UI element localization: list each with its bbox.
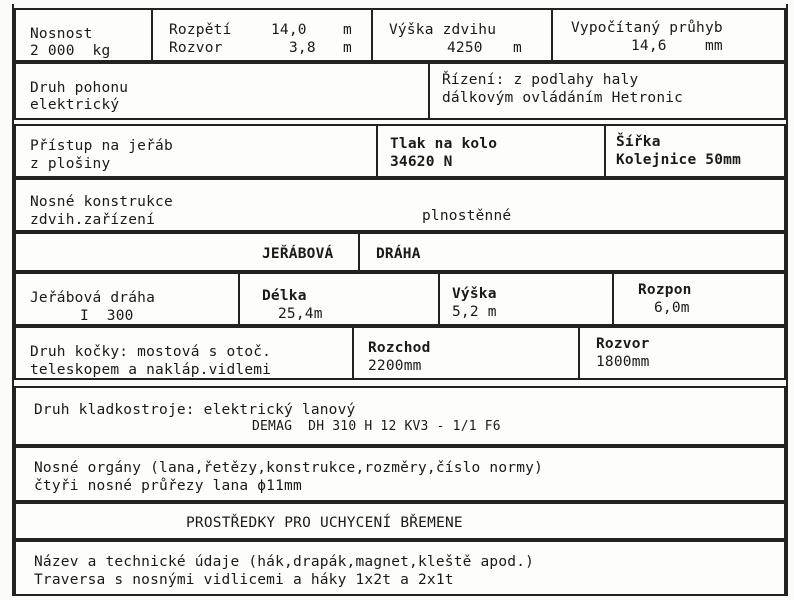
nazev-line1: Název a technické údaje (hák,drapák,magnet,kleště apod.): [34, 554, 535, 570]
draha-value: I 300: [80, 308, 134, 324]
cell-rozvor-kocky: [578, 328, 784, 378]
konstrukce-line2: zdvih.zařízení: [30, 212, 156, 228]
pruhyb-value: 14,6: [631, 38, 667, 54]
sirka-label: Šířka: [616, 134, 661, 150]
row-konstrukce: [14, 178, 786, 232]
kocka-line2: teleskopem a nakláp.vidlemi: [30, 362, 272, 378]
cell-vyska-drahy: [438, 274, 612, 324]
vyska-zdvihu-value: 4250: [447, 40, 483, 56]
vyska-drahy-value: 5,2 m: [452, 304, 497, 320]
sirka-value: Kolejnice 50mm: [616, 152, 742, 168]
cell-rozpeti-rozvor: [151, 10, 371, 60]
rozpeti-unit: m: [343, 22, 352, 38]
section-prostredky: [14, 502, 786, 540]
row-jerabova-draha: [14, 272, 786, 326]
section-title-divider: [358, 234, 360, 270]
tlak-label: Tlak na kolo: [390, 136, 498, 152]
delka-value: 25,4m: [278, 306, 323, 322]
rozpon-label: Rozpon: [638, 282, 692, 298]
section-title-part2: DRÁHA: [376, 246, 421, 262]
pruhyb-label: Vypočítaný průhyb: [571, 20, 723, 36]
kladko-line1: Druh kladkostroje: elektrický lanový: [34, 402, 356, 418]
cell-delka: [238, 274, 438, 324]
rozvor-value: 3,8: [289, 40, 316, 56]
nosnost-value: 2 000 kg: [30, 43, 111, 59]
rozchod-value: 2200mm: [368, 358, 422, 374]
rizeni-line2: dálkovým ovládáním Hetronic: [442, 90, 684, 106]
rozpeti-value: 14,0: [271, 22, 307, 38]
row-capacity: [14, 8, 786, 62]
pohon-value: elektrický: [30, 97, 120, 113]
cell-tlak: [376, 126, 604, 176]
row-pohon: [14, 62, 786, 120]
cell-pohon: [16, 64, 428, 118]
rozvor-kocky-label: Rozvor: [596, 336, 650, 352]
draha-label: Jeřábová dráha: [30, 290, 156, 306]
pohon-label: Druh pohonu: [30, 80, 129, 96]
cell-rozchod: [352, 328, 578, 378]
cell-rizeni: [428, 64, 784, 118]
cell-nosnost: [16, 10, 151, 60]
rozpeti-label: Rozpětí: [169, 22, 232, 38]
crane-spec-form: [12, 4, 788, 596]
rozchod-label: Rozchod: [368, 340, 431, 356]
vyska-zdvihu-unit: m: [513, 40, 522, 56]
pristup-label: Přístup na jeřáb: [30, 138, 173, 154]
nosnost-label: Nosnost: [30, 26, 93, 42]
rozvor-label: Rozvor: [169, 40, 223, 56]
rizeni-line1: Řízení: z podlahy haly: [442, 72, 639, 88]
section2-title: PROSTŘEDKY PRO UCHYCENÍ BŘEMENE: [186, 515, 463, 531]
nazev-line2: Traversa s nosnými vidlicemi a háky 1x2t a 2x1t: [34, 572, 454, 588]
vyska-zdvihu-label: Výška zdvihu: [389, 22, 497, 38]
vyska-drahy-label: Výška: [452, 286, 497, 302]
konstrukce-value: plnostěnné: [422, 208, 512, 224]
row-kocka: [14, 326, 786, 380]
pruhyb-unit: mm: [705, 38, 723, 54]
row-kladkostroj: [14, 386, 786, 446]
row-nazev: [14, 540, 786, 596]
tlak-value: 34620 N: [390, 154, 453, 170]
rozvor-unit: m: [343, 40, 352, 56]
cell-pristup: [16, 126, 376, 176]
organy-line2: čtyři nosné průřezy lana ϕ11mm: [34, 478, 302, 494]
rozpon-value: 6,0m: [654, 300, 690, 316]
cell-sirka: [604, 126, 784, 176]
rozvor-kocky-value: 1800mm: [596, 354, 650, 370]
cell-rozpon: [612, 274, 784, 324]
row-pristup: [14, 124, 786, 178]
kladko-line2: DEMAG DH 310 H 12 KV3 - 1/1 F6: [252, 419, 501, 434]
cell-draha: [16, 274, 238, 324]
kocka-line1: Druh kočky: mostová s otoč.: [30, 344, 272, 360]
section-title-part1: JEŘÁBOVÁ: [262, 246, 334, 262]
konstrukce-line1: Nosné konstrukce: [30, 194, 173, 210]
organy-line1: Nosné orgány (lana,řetězy,konstrukce,rozměry,číslo normy): [34, 460, 543, 476]
row-nosne-organy: [14, 446, 786, 502]
cell-pruhyb: [551, 10, 784, 60]
pristup-value: z plošiny: [30, 156, 111, 172]
cell-kocka: [16, 328, 352, 378]
delka-label: Délka: [262, 288, 307, 304]
section-jerabova-draha: [14, 232, 786, 272]
cell-vyska-zdvihu: [371, 10, 551, 60]
